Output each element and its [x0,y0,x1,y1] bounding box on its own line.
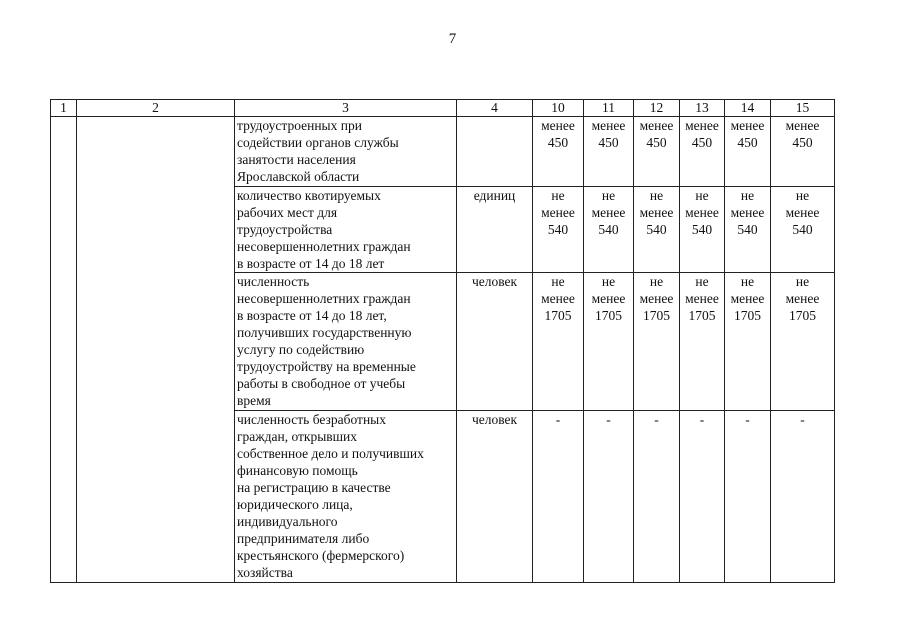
indicators-table [50,99,835,583]
table-row [51,117,835,187]
value-cell: не менее 1705 [771,273,835,411]
value-cell: не менее 1705 [634,273,680,411]
value-cell: - [771,411,835,583]
value-cell: не менее 540 [634,187,680,273]
column-header: 12 [634,100,680,117]
value-cell: не менее 540 [680,187,725,273]
value-cell: не менее 540 [725,187,771,273]
unit-cell: человек [457,411,533,583]
value-cell: не менее 540 [533,187,584,273]
column-header: 1 [51,100,77,117]
empty-cell [51,117,77,583]
value-cell: не менее 1705 [725,273,771,411]
value-cell: - [680,411,725,583]
unit-cell: единиц [457,187,533,273]
indicator-description: численность безработных граждан, открывших собственное дело и получивших финансовую помощь на регистрацию в качестве юридического лица, индивидуального предпринимателя либо крестьянского (фермерского) хозяйства [235,411,457,583]
value-cell: менее 450 [584,117,634,187]
page-number: 7 [448,31,457,47]
indicator-description: трудоустроенных при содействии органов службы занятости населения Ярославской области [235,117,457,187]
unit-cell: человек [457,273,533,411]
column-header: 15 [771,100,835,117]
column-header: 11 [584,100,634,117]
empty-cell [77,117,235,583]
indicator-description: численность несовершеннолетних граждан в возрасте от 14 до 18 лет, получивших государственную услугу по содействию трудоустройству на временные работы в свободное от учебы время [235,273,457,411]
value-cell: не менее 1705 [533,273,584,411]
column-header: 4 [457,100,533,117]
column-header: 14 [725,100,771,117]
unit-cell [457,117,533,187]
column-header: 10 [533,100,584,117]
value-cell: не менее 1705 [680,273,725,411]
value-cell: не менее 540 [584,187,634,273]
value-cell: - [533,411,584,583]
value-cell: менее 450 [634,117,680,187]
value-cell: не менее 540 [771,187,835,273]
indicator-description: количество квотируемых рабочих мест для трудоустройства несовершеннолетних граждан в возрасте от 14 до 18 лет [235,187,457,273]
value-cell: менее 450 [725,117,771,187]
value-cell: менее 450 [680,117,725,187]
column-header: 13 [680,100,725,117]
table-header-row [51,100,835,117]
value-cell: - [584,411,634,583]
column-header: 3 [235,100,457,117]
value-cell: - [634,411,680,583]
value-cell: менее 450 [533,117,584,187]
value-cell: не менее 1705 [584,273,634,411]
value-cell: - [725,411,771,583]
value-cell: менее 450 [771,117,835,187]
column-header: 2 [77,100,235,117]
